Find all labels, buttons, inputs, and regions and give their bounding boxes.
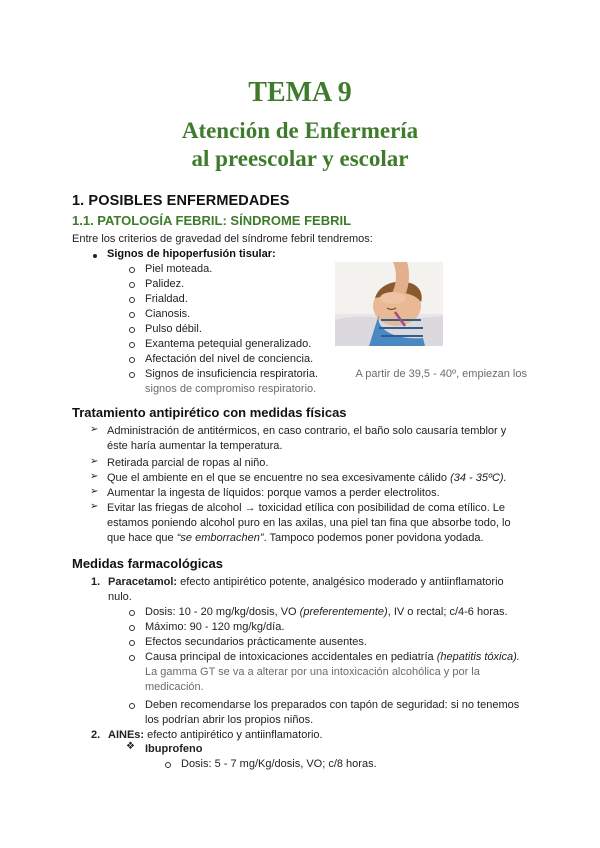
dose-preferred: (preferentemente) xyxy=(299,606,388,618)
section-heading: 1. POSIBLES ENFERMEDADES xyxy=(72,193,290,209)
arrow-bullet: ➢ xyxy=(90,424,99,435)
physical-item-3-temp: (34 - 35ºC). xyxy=(450,472,507,484)
tema-number: TEMA 9 xyxy=(248,77,352,108)
intoxication-text: Causa principal de intoxicaciones accidentales en pediatría xyxy=(145,651,437,663)
sign-item: Pulso débil. xyxy=(145,323,202,335)
physical-item-3-text: Que el ambiente en el que se encuentre no sea excesivamente cálido xyxy=(107,472,451,484)
paracetamol-line-2: nulo. xyxy=(108,591,132,603)
side-effects-item: Efectos secundarios prácticamente ausentes. xyxy=(145,636,367,648)
list-circle xyxy=(129,372,135,378)
physical-heading: Tratamiento antipirético con medidas físicas xyxy=(72,405,347,420)
sign-item: Frialdad. xyxy=(145,293,188,305)
list-number-2: 2. xyxy=(91,729,101,741)
list-circle xyxy=(129,703,135,709)
physical-item-5-line-2: estamos poniendo alcohol puro en las axilas, una piel tan fina que absorbe todo, lo xyxy=(107,517,511,529)
physical-item-5 xyxy=(107,501,527,546)
aines-desc: efecto antipirético y antiinflamatorio. xyxy=(144,729,323,741)
feverish-child-photo xyxy=(335,262,443,346)
intoxication-line-1 xyxy=(145,650,527,665)
dose-routes: , IV o rectal; c/4-6 horas. xyxy=(387,606,508,618)
physical-item-5-post: . Tampoco podemos poner povidona yodada. xyxy=(263,532,484,544)
ibuprofen-name: Ibuprofeno xyxy=(145,743,203,755)
sign-item: Palidez. xyxy=(145,278,185,290)
intoxication-item xyxy=(145,650,527,695)
subsection-heading: 1.1. PATOLOGÍA FEBRIL: SÍNDROME FEBRIL xyxy=(72,213,352,228)
safety-line-1: Deben recomendarse los preparados con tapón de seguridad: si no tenemos xyxy=(145,699,520,711)
bullet-dot xyxy=(93,254,97,258)
physical-item-3 xyxy=(107,471,507,486)
sign-item: Afectación del nivel de conciencia. xyxy=(145,353,314,365)
list-circle xyxy=(129,610,135,616)
list-circle xyxy=(129,625,135,631)
safety-cap-item xyxy=(145,698,527,728)
physical-item-1 xyxy=(107,424,527,454)
max-dose-item: Máximo: 90 - 120 mg/kg/día. xyxy=(145,621,285,633)
list-circle xyxy=(129,297,135,303)
physical-item-2: Retirada parcial de ropas al niño. xyxy=(107,457,269,469)
sign-item: Exantema petequial generalizado. xyxy=(145,338,312,350)
paracetamol-name: Paracetamol: xyxy=(108,576,178,588)
arrow-bullet: ➢ xyxy=(90,456,99,467)
intoxication-hepatitis: (hepatitis tóxica). xyxy=(436,651,520,663)
intro-text: Entre los criterios de gravedad del síndrome febril tendremos: xyxy=(72,233,373,245)
arrow-bullet: ➢ xyxy=(90,486,99,497)
title-line-1: Atención de Enfermería xyxy=(181,118,419,143)
list-circle xyxy=(129,312,135,318)
respiratory-sign xyxy=(145,367,527,382)
physical-item-5-line-1: Evitar las friegas de alcohol → toxicidad etílica con posibilidad de coma etílico. Le xyxy=(107,502,506,514)
list-circle xyxy=(129,640,135,646)
physical-item-4: Aumentar la ingesta de líquidos: porque vamos a perder electrolitos. xyxy=(107,487,440,499)
physical-item-5-line-3 xyxy=(107,531,527,546)
paracetamol-item xyxy=(108,575,527,605)
physical-item-5-pre: que hace que xyxy=(107,532,177,544)
sign-item: Piel moteada. xyxy=(145,263,213,275)
respiratory-note-1: A partir de 39,5 - 40º, empiezan los xyxy=(355,368,527,380)
paracetamol-desc: efecto antipirético potente, analgésico moderado y antiinflamatorio xyxy=(177,576,504,588)
ibuprofen-dose: Dosis: 5 - 7 mg/Kg/dosis, VO; c/8 horas. xyxy=(181,758,377,770)
list-circle xyxy=(129,282,135,288)
respiratory-dark: Signos de insuficiencia respiratoria. xyxy=(145,368,319,380)
pharma-heading: Medidas farmacológicas xyxy=(72,556,223,571)
sign-item: Cianosis. xyxy=(145,308,191,320)
signs-title: Signos de hipoperfusión tisular: xyxy=(107,248,276,260)
title-line-2: al preescolar y escolar xyxy=(191,146,409,171)
intoxication-note-2: medicación. xyxy=(145,681,204,693)
physical-item-1-line-1: Administración de antitérmicos, en caso contrario, el baño solo causaría temblor y xyxy=(107,425,507,437)
list-circle xyxy=(129,327,135,333)
list-circle xyxy=(129,655,135,661)
paracetamol-line-1 xyxy=(108,575,527,590)
respiratory-note-2: signos de compromiso respiratorio. xyxy=(145,383,317,395)
list-number-1: 1. xyxy=(91,576,101,588)
dose-text: Dosis: 10 - 20 mg/kg/dosis, VO xyxy=(145,606,300,618)
arrow-bullet: ➢ xyxy=(90,501,99,512)
list-circle xyxy=(129,267,135,273)
dose-item xyxy=(145,605,508,620)
aines-name: AINEs: xyxy=(108,729,145,741)
physical-item-5-quote: “se emborrachen” xyxy=(176,532,264,544)
list-circle xyxy=(129,357,135,363)
diamond-bullet-icon: ❖ xyxy=(126,741,135,752)
aines-item xyxy=(108,728,323,743)
list-circle xyxy=(129,342,135,348)
safety-line-2: los podrían abrir los propios niños. xyxy=(145,714,314,726)
list-circle xyxy=(165,762,171,768)
physical-item-1-line-2: éste haría aumentar la temperatura. xyxy=(107,440,283,452)
intoxication-note-1: La gamma GT se va a alterar por una intoxicación alcohólica y por la xyxy=(145,666,480,678)
arrow-bullet: ➢ xyxy=(90,471,99,482)
